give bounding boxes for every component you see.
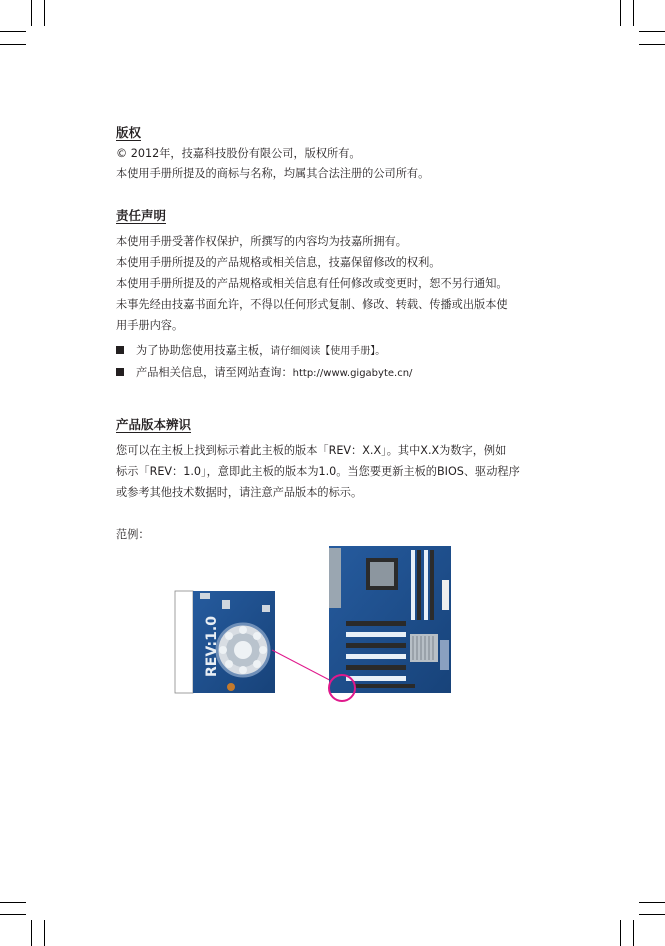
revision-line: 或参考其他技术数据时，请注意产品版本的标示。 [116,486,363,499]
revision-line: 您可以在主板上找到标示着此主板的版本「REV：X.X」。其中X.X为数字，例如 [116,444,507,457]
revision-heading: 产品版本辨识 [116,417,192,432]
copyright-line: © 2012年，技嘉科技股份有限公司，版权所有。 [116,147,361,160]
rev-closeup-image [175,591,275,693]
bullet-main-text: 产品相关信息，请至网站查询： [136,366,293,379]
disclaimer-heading: 责任声明 [116,208,167,223]
website-link[interactable]: http://www.gigabyte.cn/ [292,368,413,379]
motherboard-image [329,546,451,693]
bullet-small-text: 请仔细阅读【使用手册】。 [270,346,386,357]
disclaimer-line: 本使用手册受著作权保护，所撰写的内容均为技嘉所拥有。 [116,235,407,248]
revision-line: 标示「REV：1.0」，意即此主板的版本为1.0。当您要更新主板的BIOS、驱动程序 [116,465,520,478]
copyright-line: 本使用手册所提及的商标与名称，均属其合法注册的公司所有。 [116,167,430,180]
disclaimer-line: 未事先经由技嘉书面允许，不得以任何形式复制、修改、转载、传播或出版本使 [116,298,508,311]
disclaimer-line: 本使用手册所提及的产品规格或相关信息有任何修改或变更时，恕不另行通知。 [116,277,508,290]
disclaimer-line: 用手册内容。 [116,319,184,332]
copyright-heading: 版权 [116,125,142,140]
rev-silkscreen-label: REV:1.0 [204,616,220,677]
bullet-main-text: 为了协助您使用技嘉主板， [136,344,271,357]
example-label: 范例： [116,528,150,541]
disclaimer-line: 本使用手册所提及的产品规格或相关信息，技嘉保留修改的权利。 [116,256,441,269]
